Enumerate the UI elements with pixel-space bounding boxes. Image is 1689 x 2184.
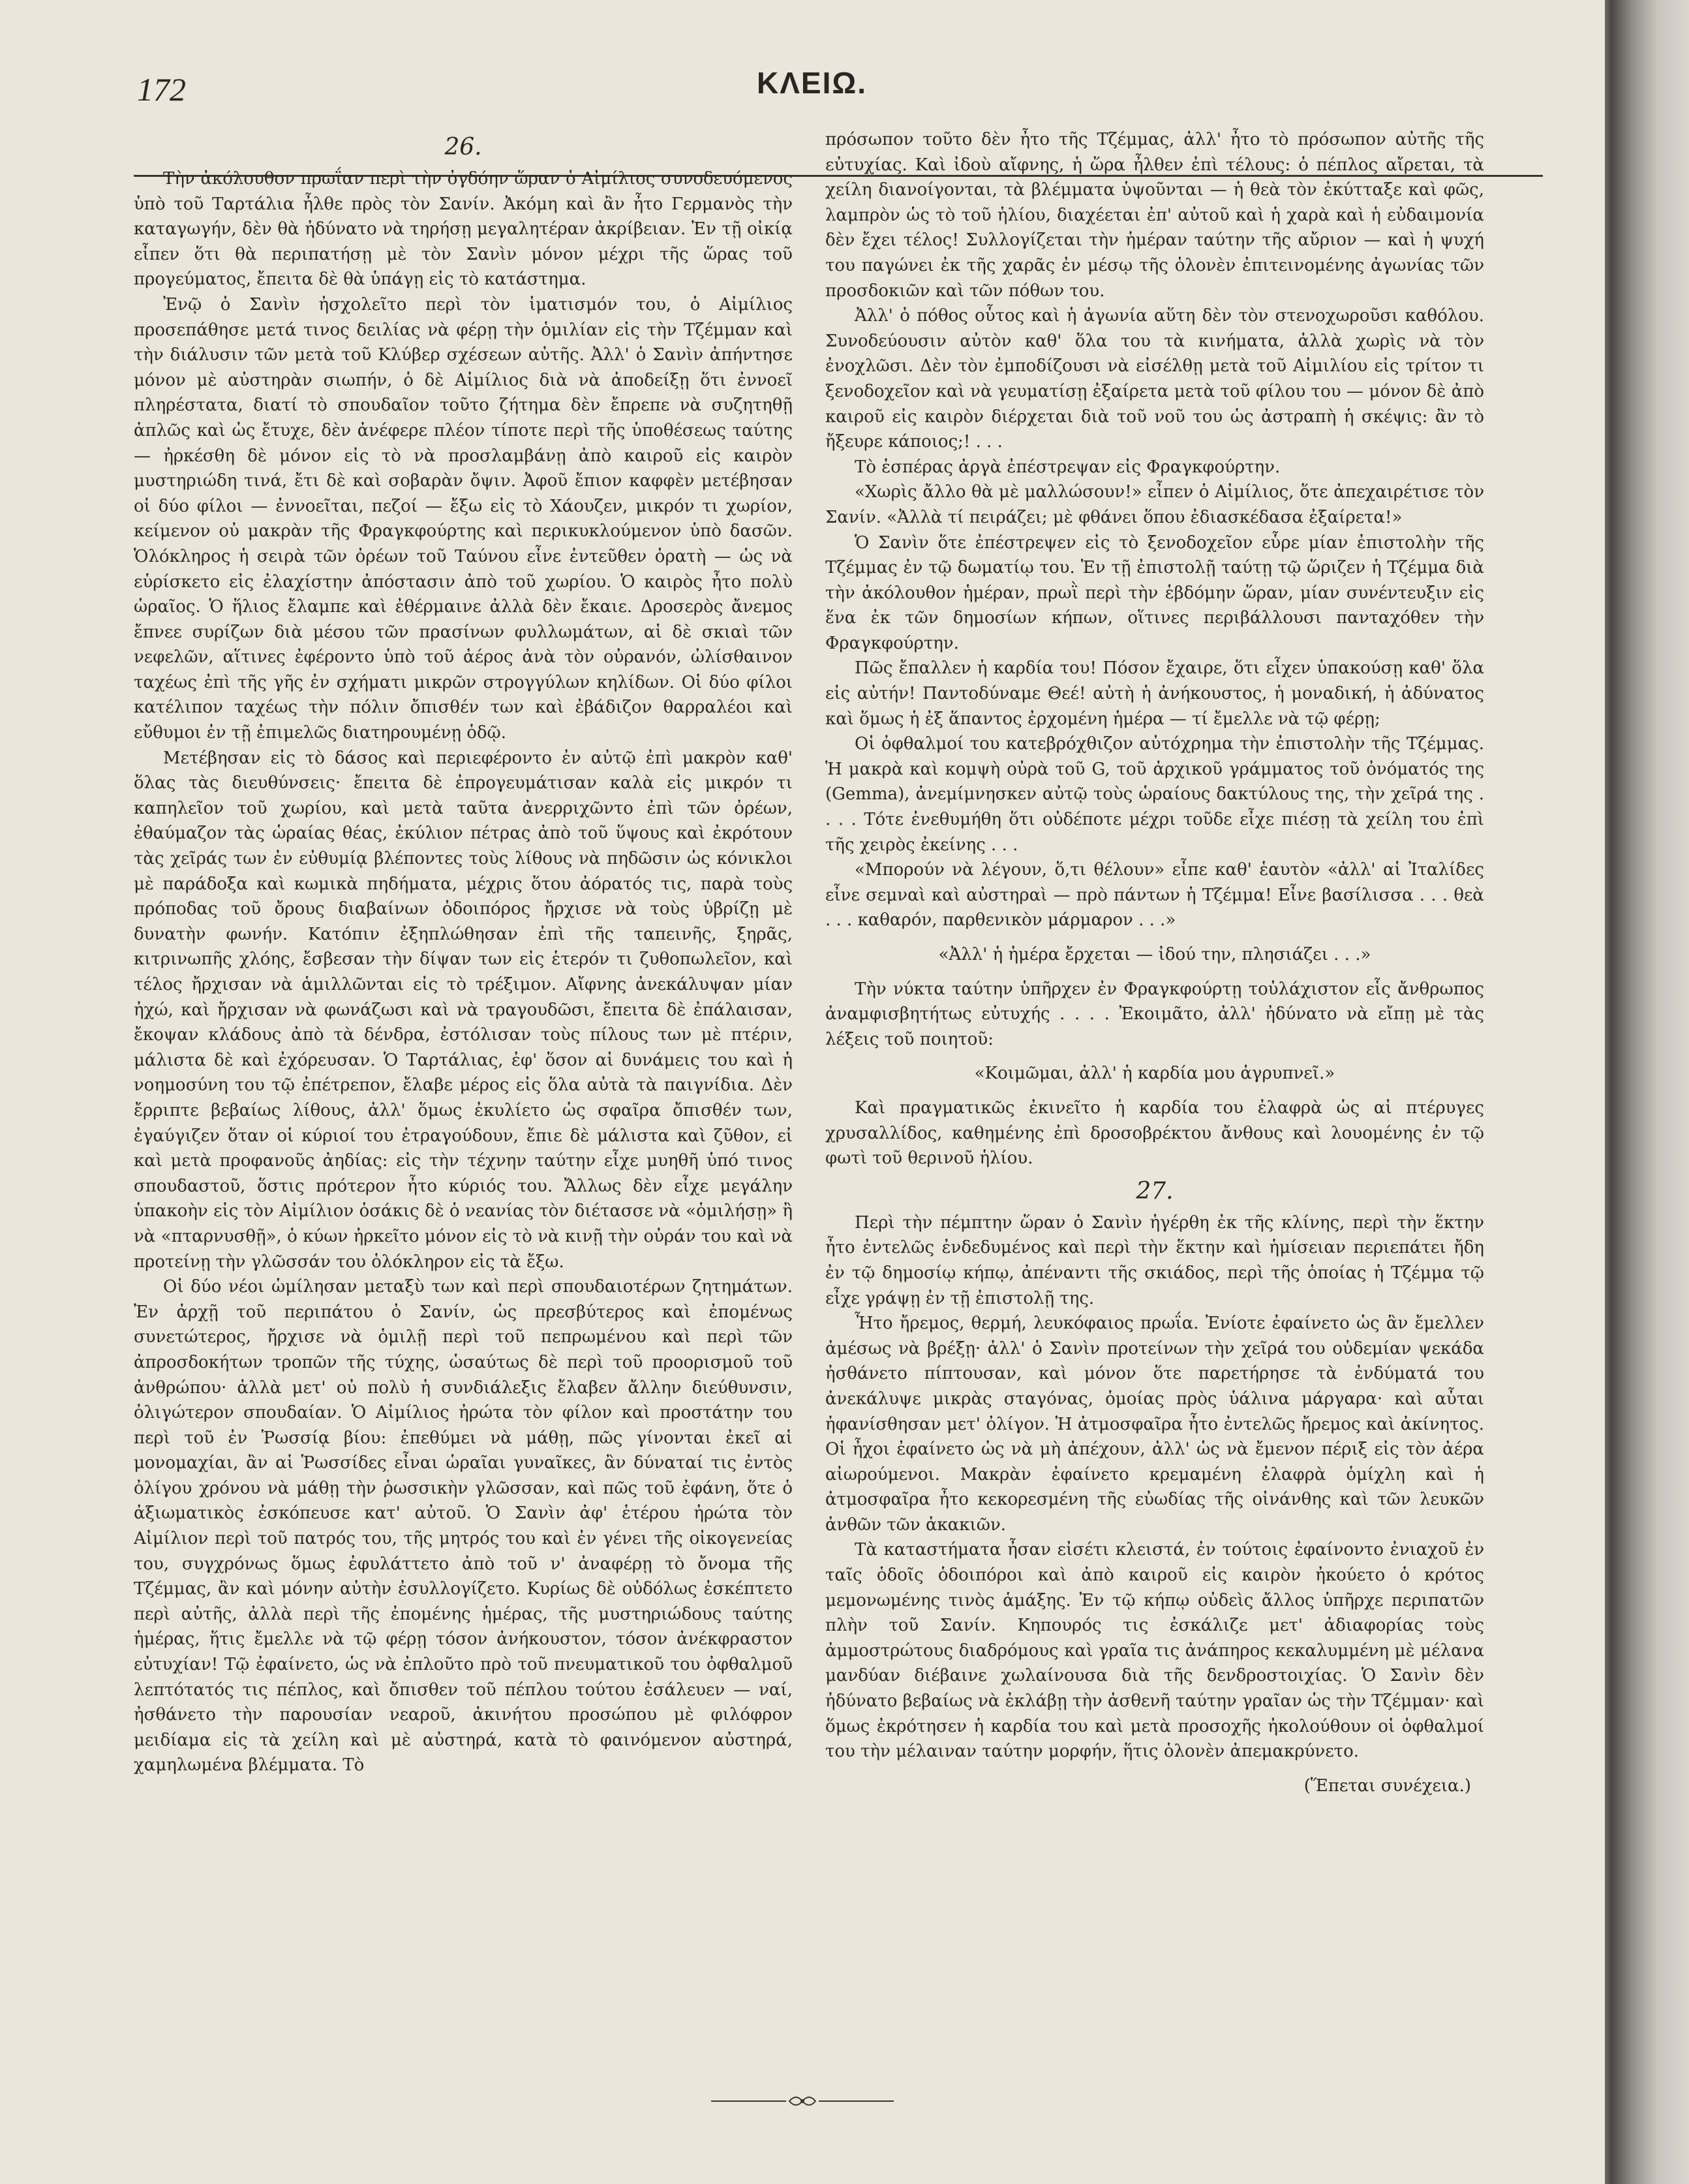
paragraph: Πῶς ἔπαλλεν ἡ καρδία του! Πόσον ἔχαιρε, ὅτι εἶχεν ὑπακούσῃ καθ' ὅλα εἰς αὐτήν! Παντοδύναμε Θεέ! αὐτὴ ἡ ἀνήκουστος, ἡ μοναδική, ἡ ἀδύνατος καὶ ὅμως ἡ ἐξ ἅπαντος ἐρχομένη ἡμέρα — τί ἔμελλε νὰ τῷ φέρῃ; <box>825 658 1484 729</box>
chapter-heading: 26. <box>444 134 482 161</box>
chapter-heading: 27. <box>1136 1177 1174 1205</box>
verse-quote: «Κοιμῶμαι, ἀλλ' ἡ καρδία μου ἀγρυπνεῖ.» <box>974 1064 1335 1084</box>
paragraph: Ἐνῷ ὁ Σανὶν ἠσχολεῖτο περὶ τὸν ἱματισμόν του, ὁ Αἰμίλιος προσεπάθησε μετά τινος δειλίας νὰ φέρῃ τὴν ὁμιλίαν εἰς τὴν Τζέμμαν καὶ τὴν διάλυσιν τῶν μετὰ τοῦ Κλύβερ σχέσεων αὐτῆς. Ἀλλ' ὁ Σανὶν ἀπήντησε μόνον μὲ αὐστηρὰν σιωπήν, ὁ δὲ Αἰμίλιος διὰ νὰ ἀποδείξῃ ὅτι ἐννοεῖ πληρέστατα, διατί τὸ σπουδαῖον τοῦτο ζήτημα δὲν ἔπρεπε νὰ συζητηθῇ ἁπλῶς καὶ ὡς ἔτυχε, δὲν ἀνέφερε πλέον τίποτε περὶ τῆς ὑποθέσεως ταύτης — ἠρκέσθη δὲ μόνον εἰς τὸ νὰ προσλαμβάνῃ ἀπὸ καιροῦ εἰς καιρὸν μυστηριώδη τινά, ἔτι δὲ καὶ σοβαρὰν ὄψιν. Ἀφοῦ ἔπιον καφφὲν μετέβησαν οἱ δύο φίλοι — ἐννοεῖται, πεζοί — ἔξω εἰς τὸ Χάουζεν, μικρόν τι χωρίον, κείμενον οὐ μακρὰν τῆς Φραγκφούρτης καὶ περικυκλούμενον ὑπὸ δασῶν. Ὁλόκληρος ἡ σειρὰ τῶν ὀρέων τοῦ Ταύνου εἶνε ἐντεῦθεν ὁρατὴ — ὡς νὰ εὑρίσκετο εἰς ἐλαχίστην ἀπόστασιν ἀπὸ τοῦ χωρίου. Ὁ καιρὸς ἦτο πολὺ ὡραῖος. Ὁ ἥλιος ἔλαμπε καὶ ἐθέρμαινε ἀλλὰ δὲν ἔκαιε. Δροσερὸς ἄνεμος ἔπνεε συρίζων διὰ μέσου τῶν πρασίνων φυλλωμάτων, αἱ δὲ σκιαὶ τῶν νεφελῶν, αἵτινες ἐφέροντο ὑπὸ τοῦ ἀέρος ἀνὰ τὸν οὐρανόν, ὠλίσθαινον ταχέως ἐπὶ τῆς γῆς ἐν σχήματι μικρῶν στρογγύλων κηλίδων. Οἱ δύο φίλοι κατέλιπον ταχέως τὴν πόλιν ὄπισθέν των καὶ ἐβάδιζον θαρραλέοι καὶ εὔθυμοι ἐν τῇ ἐπιμελῶς διατηρουμένῃ ὁδῷ. <box>134 294 793 743</box>
paragraph: «Χωρὶς ἄλλο θὰ μὲ μαλλώσουν!» εἶπεν ὁ Αἰμίλιος, ὅτε ἀπεχαιρέτισε τὸν Σανίν. «Ἀλλὰ τί πειράζει; μὲ φθάνει ὅπου ἐδιασκέδασα ἐξαίρετα!» <box>825 482 1484 527</box>
paragraph: Τὸ ἑσπέρας ἀργὰ ἐπέστρεψαν εἰς Φραγκφούρτην. <box>855 457 1281 477</box>
paragraph: «Μπορούν νὰ λέγουν, ὅ,τι θέλουν» εἶπε καθ' ἑαυτὸν «ἀλλ' αἱ Ἰταλίδες εἶνε σεμναὶ καὶ αὐστηραὶ — πρὸ πάντων ἡ Τζέμμα! Εἶνε βασίλισσα . . . θεὰ . . . καθαρόν, παρθενικὸν μάρμαρον . . .» <box>825 860 1484 931</box>
paragraph: Ἀλλ' ὁ πόθος οὗτος καὶ ἡ ἀγωνία αὕτη δὲν τὸν στενοχωροῦσι καθόλου. Συνοδεύουσιν αὐτὸν καθ' ὅλα του τὰ κινήματα, ἀλλὰ χωρὶς νὰ τὸν ἐνοχλῶσι. Δὲν τὸν ἐμποδίζουσι νὰ εἰσέλθῃ μετὰ τοῦ Αἰμιλίου εἰς τρίτον τι ξενοδοχεῖον καὶ νὰ γευματίσῃ ἐξαίρετα μετὰ τοῦ φίλου του — μόνον δὲ ἀπὸ καιροῦ εἰς καιρὸν διέρχεται διὰ τοῦ νοῦ του ὡς ἀστραπὴ ἡ σκέψις: ἂν τὸ ἤξευρε κάποιος;! . . . <box>825 306 1484 452</box>
footer-ornament-icon <box>705 2088 900 2114</box>
page-number: 172 <box>137 71 186 108</box>
paragraph: Οἱ ὀφθαλμοί του κατεβρόχθιζον αὐτόχρημα τὴν ἐπιστολὴν τῆς Τζέμμας. Ἡ μακρὰ καὶ κομψὴ οὐρὰ τοῦ G, τοῦ ἀρχικοῦ γράμματος τοῦ ὀνόματός της (Gemma), ἀνεμίμνησκεν αὐτῷ τοὺς ὡραίους δακτύλους της, τὴν χεῖρά της . . . . Τότε ἐνεθυμήθη ὅτι οὐδέποτε μέχρι τοῦδε εἶχε πιέσῃ τὰ χείλη του ἐπὶ τῆς χειρὸς ἐκείνης . . . <box>825 734 1484 855</box>
paragraph: Ὁ Σανὶν ὅτε ἐπέστρεψεν εἰς τὸ ξενοδοχεῖον εὗρε μίαν ἐπιστολὴν τῆς Τζέμμας ἐν τῷ δωματίῳ του. Ἐν τῇ ἐπιστολῇ ταύτῃ τῷ ὥριζεν ἡ Τζέμμα διὰ τὴν ἀκόλουθον ἡμέραν, πρωῒ περὶ τὴν ἑβδόμην ὥραν, μίαν συνέντευξιν εἰς ἕνα ἐκ τῶν δημοσίων κήπων, οἵτινες περιβάλλουσι πανταχόθεν τὴν Φραγκφούρτην. <box>825 532 1484 653</box>
paragraph: Μετέβησαν εἰς τὸ δάσος καὶ περιεφέροντο ἐν αὐτῷ ἐπὶ μακρὸν καθ' ὅλας τὰς διευθύνσεις· ἔπειτα δὲ ἐπρογευμάτισαν καλὰ εἰς μικρόν τι καπηλεῖον τοῦ χωρίου, καὶ μετὰ ταῦτα ἀνερριχῶντο ἐπὶ τῶν ὀρέων, ἐθαύμαζον τὰς ὡραίας θέας, ἐκύλιον πέτρας ἀπὸ τοῦ ὕψους καὶ ἐκρότουν τὰς χεῖράς των ἐν εὐθυμίᾳ βλέποντες τοὺς λίθους νὰ πηδῶσιν ὡς κόνικλοι μὲ παράδοξα καὶ κωμικὰ πηδήματα, μέχρις ὅτου ἀόρατός τις, παρὰ τοὺς πρόποδας τοῦ ὄρους διαβαίνων ὁδοιπόρος ἤρχισε νὰ τοὺς ὑβρίζῃ μὲ δυνατὴν φωνήν. Κατόπιν ἐξηπλώθησαν ἐπὶ τῆς ταπεινῆς, ξηρᾶς, κιτρινωπῆς χλόης, ἔσβεσαν τὴν δίψαν των εἰς ἑτερόν τι ζυθοπωλεῖον, καὶ τέλος ἤρχισαν νὰ ἁμιλλῶνται εἰς τὸ τρέξιμον. Αἴφνης ἀνεκάλυψαν μίαν ἠχώ, καὶ ἤρχισαν νὰ φωνάζωσι καὶ νὰ τραγουδῶσι, ἔπειτα δὲ ἐπάλαισαν, ἔκοψαν κλάδους ἀπὸ τὰ δένδρα, ἐστόλισαν τοὺς πίλους των μὲ πτέριν, μάλιστα δὲ καὶ ἐχόρευσαν. Ὁ Ταρτάλιας, ἐφ' ὅσον αἱ δυνάμεις του καὶ ἡ νοημοσύνη του τῷ ἐπέτρεπον, ἔλαβε μέρος εἰς ὅλα αὐτὰ τὰ παιγνίδια. Δὲν ἔρριπτε βεβαίως λίθους, ἀλλ' ὅμως ἐκυλίετο ὡς σφαῖρα ὄπισθέν των, ἐγαύγιζεν ὅταν οἱ κύριοί του ἐτραγούδουν, ἔπιε δὲ μάλιστα καὶ ζῦθον, εἰ καὶ μετὰ προφανοῦς ἀηδίας: εἰς τὴν τέχνην ταύτην εἶχε μυηθῆ ὑπό τινος σπουδαστοῦ, ὅστις πρότερον ἦτο κύριός του. Ἄλλως δὲν εἶχε μεγάλην ὑπακοὴν εἰς τὸν Αἰμίλιον ὁσάκις δὲ ὁ νεανίας τὸν διέτασσε νὰ «ὁμιλήσῃ» ἢ νὰ «πταρνυσθῇ», ὁ κύων ἠρκεῖτο μόνον εἰς τὸ νὰ κινῇ τὴν οὐράν του καὶ νὰ προτείνῃ τὴν γλῶσσάν του ὁλόκληρον εἰς τὰ ἔξω. <box>134 748 793 1272</box>
right-column <box>825 127 1484 1798</box>
book-binding-edge <box>1605 0 1689 2184</box>
paragraph: Τὰ καταστήματα ἦσαν εἰσέτι κλειστά, ἐν τούτοις ἐφαίνοντο ἐνιαχοῦ ἐν ταῖς ὁδοῖς ὁδοιπόροι καὶ ἀπὸ καιροῦ εἰς καιρὸν ἠκούετο ὁ κρότος μεμονωμένης τινὸς ἁμάξης. Ἐν τῷ κήπῳ οὐδεὶς ἄλλος ὑπῆρχε περιπατῶν πλὴν τοῦ Σανίν. Κηπουρός τις ἐσκάλιζε μετ' ἀδιαφορίας τοὺς ἀμμοστρώτους διαδρόμους καὶ γραῖα τις ἀνάπηρος κεκαλυμμένη μὲ μέλανα μανδύαν διέβαινε χωλαίνουσα διὰ τῆς δενδροστοιχίας. Ὁ Σανὶν δὲν ἠδύνατο βεβαίως νὰ ἐκλάβῃ τὴν ἀσθενῆ ταύτην γραῖαν ὡς τὴν Τζέμμαν· καὶ ὅμως ἐκρότησεν ἡ καρδία του καὶ μετὰ προσοχῆς ἠκολούθουν οἱ ὀφθαλμοί του τὴν μέλαιναν ταύτην μορφήν, ἥτις ὁλονὲν ἀπεμακρύνετο. <box>825 1540 1484 1762</box>
paragraph: Οἱ δύο νέοι ὡμίλησαν μεταξὺ των καὶ περὶ σπουδαιοτέρων ζητημάτων. Ἐν ἀρχῇ τοῦ περιπάτου ὁ Σανίν, ὡς πρεσβύτερος καὶ ἐπομένως συνετώτερος, ἤρχισε νὰ ὁμιλῇ περὶ τοῦ πεπρωμένου καὶ περὶ τῶν ἀπροσδοκήτων τροπῶν τῆς τύχης, ὡσαύτως δὲ περὶ τοῦ προορισμοῦ τοῦ ἀνθρώπου· ἀλλὰ μετ' οὐ πολὺ ἡ συνδιάλεξις ἔλαβεν ἄλλην διεύθυνσιν, ὀλιγώτερον σπουδαίαν. Ὁ Αἰμίλιος ἠρώτα τὸν φίλον καὶ προστάτην του περὶ τοῦ ἐν Ῥωσσίᾳ βίου: ἐπεθύμει νὰ μάθῃ, πῶς γίνονται ἐκεῖ αἱ μονομαχίαι, ἂν αἱ Ῥωσσίδες εἶναι ὡραῖαι γυναῖκες, ἂν δύναταί τις ἐντὸς ὀλίγου χρόνου νὰ μάθῃ τὴν ῥωσσικὴν γλῶσσαν, καὶ πῶς τοῦ ἐφάνη, ὅτε ὁ ἀξιωματικὸς ἐσκόπευσε κατ' αὐτοῦ. Ὁ Σανὶν ἀφ' ἑτέρου ἠρώτα τὸν Αἰμίλιον περὶ τοῦ πατρός του, τῆς μητρός του καὶ ἐν γένει τῆς οἰκογενείας του, συγχρόνως ὅμως ἐφυλάττετο ἀπὸ τοῦ ν' ἀναφέρῃ τὸ ὄνομα τῆς Τζέμμας, ἂν καὶ μόνην αὐτὴν ἐσυλλογίζετο. Κυρίως δὲ οὐδόλως ἐσκέπτετο περὶ αὐτῆς, ἀλλὰ περὶ τῆς ἐπομένης ἡμέρας, τῆς μυστηριώδους ταύτης ἡμέρας, ἥτις ἔμελλε νὰ τῷ φέρῃ τόσον ἀνήκουστον, τόσον ἀνέκφραστον εὐτυχίαν! Τῷ ἐφαίνετο, ὡς νὰ ἐπλοῦτο πρὸ τοῦ πνευματικοῦ του ὀφθαλμοῦ λεπτότατός τις πέπλος, καὶ ὄπισθεν τοῦ πέπλου τούτου ἐσάλευεν — ναί, ἠσθάνετο τὴν παρουσίαν νεαροῦ, ἀκινήτου προσώπου μὲ φιλόφρον μειδίαμα εἰς τὰ χείλη καὶ μὲ αὐστηρά, κατὰ τὸ φαινόμενον αὐστηρά, χαμηλωμένα βλέμματα. Τὸ <box>134 1277 793 1776</box>
paragraph: Τὴν νύκτα ταύτην ὑπῆρχεν ἐν Φραγκφούρτῃ τοὐλάχιστον εἷς ἄνθρωπος ἀναμφισβητήτως εὐτυχής . . . . Ἐκοιμᾶτο, ἀλλ' ἠδύνατο νὰ εἴπῃ μὲ τὰς λέξεις τοῦ ποιητοῦ: <box>825 979 1484 1049</box>
paragraph: Καὶ πραγματικῶς ἐκινεῖτο ἡ καρδία του ἐλαφρὰ ὡς αἱ πτέρυγες χρυσαλλίδος, καθημένης ἐπὶ δροσοβρέκτου ἄνθους καὶ λουομένης ἐν τῷ φωτὶ τοῦ θερινοῦ ἡλίου. <box>825 1098 1484 1169</box>
running-title: ΚΛΕΙΩ. <box>757 66 868 100</box>
verse-quote: «Ἀλλ' ἡ ἡμέρα ἔρχεται — ἰδού την, πλησιάζει . . .» <box>938 945 1371 964</box>
page-header <box>0 65 1605 117</box>
continued-note: (Ἕπεται συνέχεια.) <box>1303 1776 1471 1796</box>
paragraph: πρόσωπον τοῦτο δὲν ἦτο τῆς Τζέμμας, ἀλλ' ἦτο τὸ πρόσωπον αὐτῆς τῆς εὐτυχίας. Καὶ ἰδοὺ αἴφνης, ἡ ὥρα ἦλθεν ἐπὶ τέλους: ὁ πέπλος αἴρεται, τὰ χείλη διανοίγονται, τὰ βλέμματα ὑψοῦνται — ἡ θεὰ τὸν ἐκύτταξε καὶ φῶς, λαμπρὸν ὡς τὸ τοῦ ἡλίου, διαχέεται ἐπ' αὐτοῦ καὶ ἡ χαρὰ καὶ ἡ εὐδαιμονία δὲν ἔχει τέλος! Συλλογίζεται τὴν ἡμέραν ταύτην τῆς αὔριον — καὶ ἡ ψυχή του παγώνει ἐκ τῆς χαρᾶς ἐν μέσῳ τῆς ὁλονὲν ἐπιτεινομένης ἀγωνίας τῶν προσδοκιῶν καὶ τῶν πόθων του. <box>825 130 1484 301</box>
paragraph: Ἦτο ἤρεμος, θερμή, λευκόφαιος πρωΐα. Ἐνίοτε ἐφαίνετο ὡς ἂν ἔμελλεν ἀμέσως νὰ βρέξῃ· ἀλλ' ὁ Σανὶν προτείνων τὴν χεῖρά του οὐδεμίαν ψεκάδα ἠσθάνετο πίπτουσαν, καὶ μόνον ὅτε παρετήρησε τὰ ἐνδύματά του ἀνεκάλυψε μικρὰς σταγόνας, ὁμοίας πρὸς ὑάλινα μάργαρα· καὶ αὗται ἠφανίσθησαν μετ' ὀλίγον. Ἡ ἀτμοσφαῖρα ἦτο ἐντελῶς ἤρεμος καὶ ἀκίνητος. Οἱ ἦχοι ἐφαίνετο ὡς νὰ μὴ ἀπέχουν, ἀλλ' ὡς νὰ ἔμενον πέριξ εἰς τὸν ἀέρα αἰωρούμενοι. Μακρὰν ἐφαίνετο κρεμαμένη ἐλαφρὰ ὁμίχλη καὶ ἡ ἀτμοσφαῖρα ἦτο κεκορεσμένη τῆς εὐωδίας τῆς οἰνάνθης καὶ τῶν λευκῶν ἀνθῶν τῶν ἀκακιῶν. <box>825 1314 1484 1535</box>
paragraph: Τὴν ἀκόλουθον πρωΐαν περὶ τὴν ὀγδόην ὥραν ὁ Αἰμίλιος συνοδευόμενος ὑπὸ τοῦ Ταρτάλια ἦλθε πρὸς τὸν Σανίν. Ἀκόμη καὶ ἂν ἦτο Γερμανὸς τὴν καταγωγήν, δὲν θὰ ἠδύνατο νὰ τηρήσῃ μεγαλητέραν ἀκρίβειαν. Ἐν τῇ οἰκίᾳ εἶπεν ὅτι θὰ περιπατήσῃ μὲ τὸν Σανὶν μόνον μέχρι τῆς ὥρας τοῦ προγεύματος, ἔπειτα δὲ θὰ ὑπάγῃ εἰς τὸ κατάστημα. <box>134 169 793 290</box>
left-column <box>134 127 793 1778</box>
paragraph: Περὶ τὴν πέμπτην ὥραν ὁ Σανὶν ἠγέρθη ἐκ τῆς κλίνης, περὶ τὴν ἕκτην ἦτο ἐντελῶς ἐνδεδυμένος καὶ περὶ τὴν ἕκτην καὶ ἡμίσειαν περιεπάτει ἤδη ἐν τῷ δημοσίῳ κήπῳ, ἀπέναντι τῆς σκιάδος, περὶ τῆς ὁποίας ἡ Τζέμμα τῷ εἶχε γράψῃ ἐν τῇ ἐπιστολῇ της. <box>825 1212 1484 1308</box>
